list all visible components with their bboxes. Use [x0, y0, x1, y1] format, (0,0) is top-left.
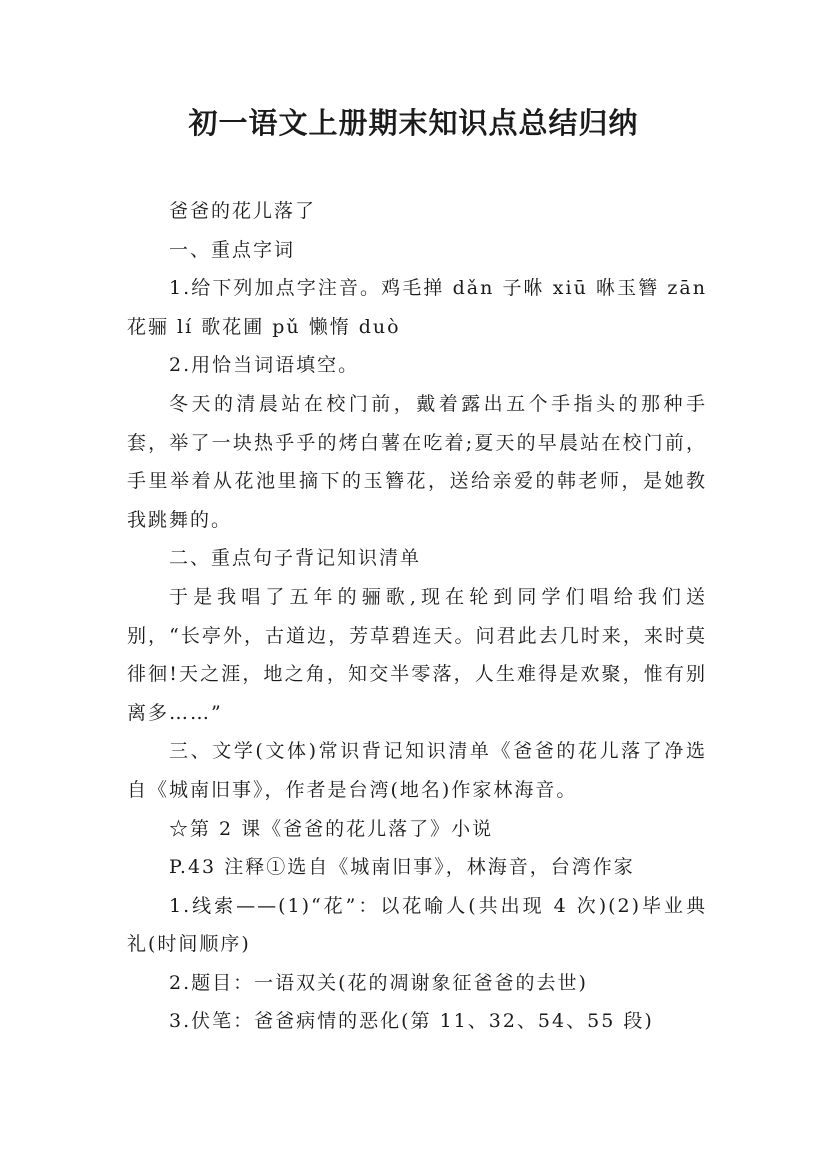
- paragraph: 2.题目：一语双关(花的凋谢象征爸爸的去世): [169, 971, 588, 994]
- paragraph: 冬天的清晨站在校门前，戴着露出五个手指头的那种手套，举了一块热乎乎的烤白薯在吃着;夏天的早晨站在校门前，手里举着从花池里摘下的玉簪花，送给亲爱的韩老师，是她教我跳舞的。: [127, 392, 707, 531]
- section-heading: 爸爸的花儿落了: [169, 200, 317, 222]
- paragraph: 1.线索——(1)“花”：以花喻人(共出现 4 次)(2)毕业典礼(时间顺序): [127, 894, 707, 956]
- paragraph: 2.用恰当词语填空。: [169, 354, 360, 377]
- section-heading: 一、重点字词: [169, 238, 296, 261]
- paragraph: 于是我唱了五年的骊歌,现在轮到同学们唱给我们送别，“长亭外，古道边，芳草碧连天。问君此去几时来，来时莫徘徊!天之涯，地之角，知交半零落，人生难得是欢聚，惟有别离多……”: [127, 585, 707, 724]
- paragraph: 3.伏笔：爸爸病情的恶化(第 11、32、54、55 段): [169, 1010, 654, 1033]
- section-heading: 二、重点句子背记知识清单: [169, 547, 422, 570]
- paragraph: ☆第 2 课《爸爸的花儿落了》小说: [169, 817, 494, 840]
- document-title: 初一语文上册期末知识点总结归纳: [188, 106, 639, 140]
- document-body: [127, 192, 707, 1041]
- paragraph: P.43 注释①选自《城南旧事》，林海音，台湾作家: [169, 856, 635, 879]
- paragraph: 三、文学(文体)常识背记知识清单《爸爸的花儿落了净选自《城南旧事》，作者是台湾(地名)作家林海音。: [127, 740, 707, 801]
- paragraph: 1.给下列加点字注音。鸡毛掸 dǎn 子咻 xiū 咻玉簪 zān 花骊 lí 歌花圃 pǔ 懒惰 duò: [127, 277, 707, 338]
